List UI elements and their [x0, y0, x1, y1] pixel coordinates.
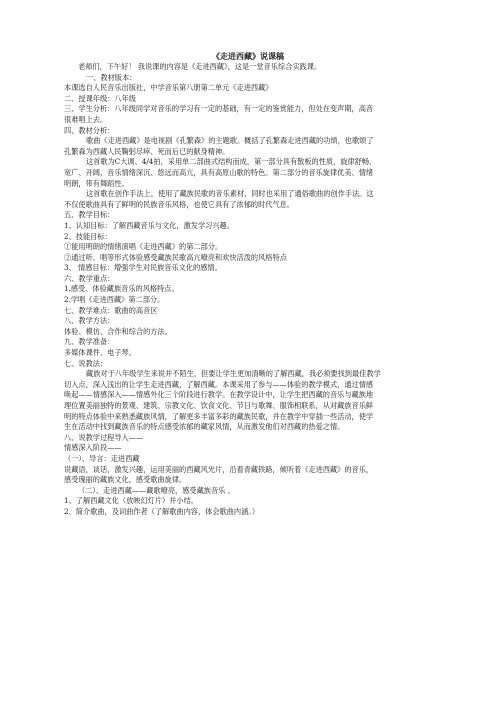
text-line: 九、教学准备： [64, 337, 115, 347]
text-line: 二、授课年级：八年级 [64, 93, 136, 103]
text-line: 孔繁森为西藏人民鞠躬尽瘁、死而后已的献身精神。 [64, 146, 230, 156]
text-line: 这首歌在创作手法上，使用了藏族民歌的音乐素材，同时也采用了通俗歌曲的创作手法。这 [86, 189, 374, 199]
text-line: 3、 情感目标：增强学生对民族音乐文化的感情。 [64, 263, 222, 273]
text-line: 八、教学方法： [64, 316, 115, 326]
text-line: 2、简介歌曲，及词曲作者（了解歌曲内容，体会歌曲内涵。） [64, 506, 260, 516]
text-line: 体验、模仿、合作和综合的方法。 [64, 326, 172, 336]
text-line: 这首歌为C大调、4/4拍，采用单二部曲式结构而成，第一部分具有散板的性质，旋律舒畅、 [86, 157, 377, 167]
text-line: 三、学生分析：八年级同学对音乐的学习有一定的基础，有一定的鉴赏能力，但处在变声期，高音 [64, 104, 374, 114]
text-line: 说藏语，谈话，激发兴趣，运用美丽的西藏风光片，沿着青藏铁路，倾听着《走进西藏》的音乐， [64, 464, 374, 474]
text-line: 六、教学重点： [64, 273, 115, 283]
text-line: 宽广、开阔，音乐情绪深沉、悠远而高亢，具有高原山歌的特色。第二部分的音乐旋律优美、情绪 [64, 167, 374, 177]
text-line: 情感深入阶段—— [64, 443, 122, 453]
text-line: 一、教材版本： [86, 72, 137, 82]
text-line: 七、教学难点：歌曲的高音区 [64, 305, 158, 315]
text-line: 八、说教学过程导入—— [64, 432, 144, 442]
text-line: 1、了解西藏文化（放映幻灯片）并小结。 [64, 496, 198, 506]
text-line: 明朗，带有舞蹈性。 [64, 178, 129, 188]
text-line: 理位置美丽独特的景观、建筑、宗教文化、饮食文化、节日与歌舞、服饰相联系，从对藏族音乐鲜 [64, 401, 374, 410]
text-line: 四、教材分析： [64, 125, 115, 135]
text-line: 歌曲《走进西藏》是电视剧《孔繁森》的主题歌。概括了孔繁森走进西藏的功绩，也歌颂了 [86, 136, 374, 146]
text-line: 2.学唱《走进西藏》第二部分。 [64, 295, 165, 305]
text-line: 唤起——情感深入——情感外化三个阶段进行教学。在教学设计中，让学生把西藏的音乐与藏族地 [64, 390, 374, 400]
text-line: ②通过听、唱等形式体验感受藏族民歌高亢嘹亮和欢快活泼的风格特点 [64, 252, 287, 262]
text-line: （二）、走进西藏——藏歌嘹亮，感受藏族音乐 。 [78, 485, 235, 495]
text-line: 感受瑰丽的藏族文化，感受歌曲旋律。 [64, 475, 187, 485]
text-line: 五、教学目标： [64, 210, 115, 220]
text-line: 不仅使歌曲具有了鲜明的民族音乐风格，也使它具有了浓郁的时代气息。 [64, 199, 295, 209]
page-title: 《走进西藏》说课稿 [212, 51, 284, 61]
text-line: 1、认知目标：了解西藏音乐与文化，激发学习兴趣。 [64, 220, 234, 230]
document-body [64, 62, 442, 518]
text-line: 老师们，下午好！ 我说课的内容是《走进西藏》，这是一堂音乐综合实践课。 [78, 62, 322, 71]
text-line: 本课选自人民音乐出版社，中学音乐第八册第二单元《走进西藏》 [64, 83, 273, 93]
text-line: 藏族对于八年级学生来说并不陌生，但要让学生更加清晰的了解西藏，我必须要找到最佳教学 [86, 369, 381, 379]
text-line: 生在活动中找到藏族音乐的特点感受浓郁的藏家风情，从而激发他们对西藏的热爱之情。 [64, 422, 345, 432]
text-line: 2、技能目标： [64, 231, 112, 241]
text-line: ①能用明朗的情绪演唱《走进西藏》的第二部分。 [64, 242, 223, 252]
text-line: 很难唱上去。 [64, 114, 108, 124]
text-line: 明的特点体验中来熟悉藏族风情，了解更多丰富多彩的藏族民歌，并在教学中穿插一些活动，使学 [64, 411, 374, 421]
text-line: 1.感受、体验藏族音乐的风格特点。 [64, 284, 179, 294]
text-line: 七、说教法： [64, 358, 108, 368]
text-line: 多媒体课件、电子琴。 [64, 348, 136, 358]
text-line: （一）、导言：走进西藏 [64, 453, 140, 463]
text-line: 切入点，深入浅出的让学生走进西藏，了解西藏。本课采用了参与——体验的教学模式，通过情感 [64, 379, 374, 389]
